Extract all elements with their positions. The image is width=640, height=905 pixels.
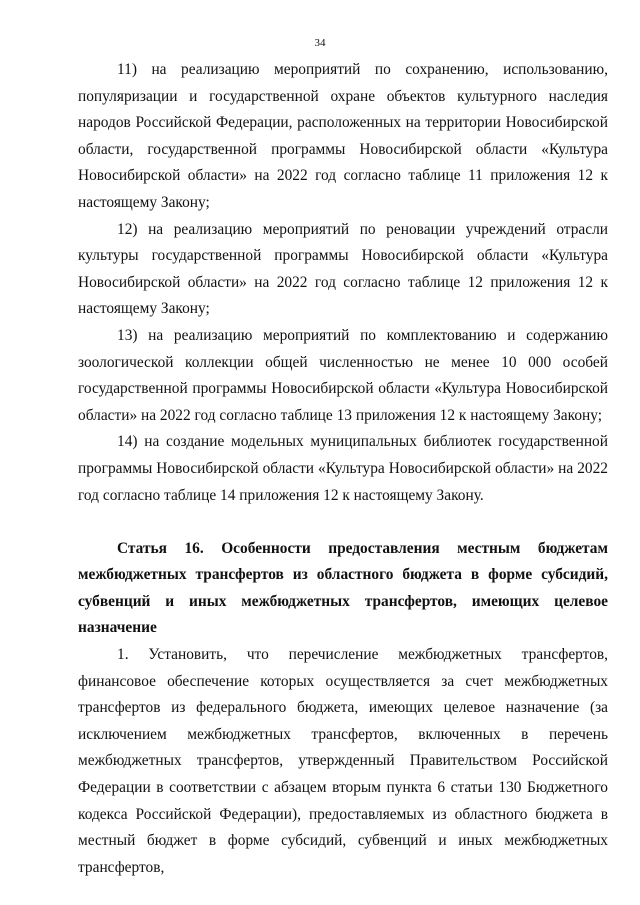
list-item-12: 12) на реализацию мероприятий по реновации учреждений отрасли культуры государственной программы Новосибирской области «Культура Новосибирской области» на 2022 год согласно таблице 12 приложения 12 к настоящему Закону; (78, 220, 608, 318)
page-number: 34 (314, 37, 326, 49)
list-item-13: 13) на реализацию мероприятий по комплектованию и содержанию зоологической коллекции общей численностью не менее 10 000 особей государственной программы Новосибирской области «Культура Новосибирской области» на 2022 год согласно таблице 13 приложения 12 к настоящему Закону; (78, 326, 608, 424)
document-body (78, 57, 608, 881)
article-16-heading: Статья 16. Особенности предоставления местным бюджетам межбюджетных трансфертов из областного бюджета в форме субсидий, субвенций и иных межбюджетных трансфертов, имеющих целевое назначение (78, 539, 608, 637)
article-16-clause-1: 1. Установить, что перечисление межбюджетных трансфертов, финансовое обеспечение которых осуществляется за счет межбюджетных трансфертов из федерального бюджета, имеющих целевое назначение (за исключением межбюджетных трансфертов, включенных в перечень межбюджетных трансфертов, утвержденный Правительством Российской Федерации в соответствии с абзацем вторым пункта 6 статьи 130 Бюджетного кодекса Российской Федерации), предоставляемых из областного бюджета в местный бюджет в форме субсидий, субвенций и иных межбюджетных трансфертов, (78, 646, 608, 876)
list-item-11: 11) на реализацию мероприятий по сохранению, использованию, популяризации и государственной охране объектов культурного наследия народов Российской Федерации, расположенных на территории Новосибирской области, государственной программы Новосибирской области «Культура Новосибирской области» на 2022 год согласно таблице 11 приложения 12 к настоящему Закону; (78, 61, 608, 211)
list-item-14: 14) на создание модельных муниципальных библиотек государственной программы Новосибирской области «Культура Новосибирской области» на 2022 год согласно таблице 14 приложения 12 к настоящему Закону. (78, 433, 608, 504)
